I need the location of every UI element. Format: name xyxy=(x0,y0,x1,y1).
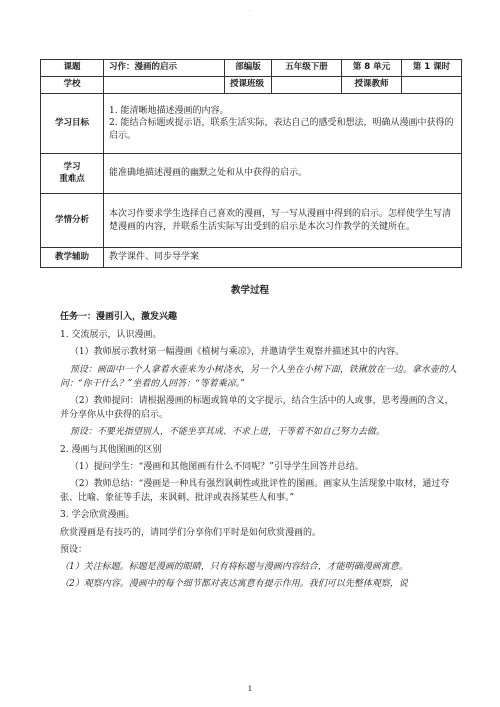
paragraph: （1）提问学生：“漫画和其他图画有什么不同呢？”引导学生回答并总结。 xyxy=(69,461,364,472)
table-row xyxy=(41,94,462,154)
page-number: 1 xyxy=(247,684,253,693)
school-value xyxy=(104,77,225,94)
header-mark: . xyxy=(249,6,251,13)
step-heading: 3. 学会欣赏漫画。 xyxy=(60,510,135,521)
process-title: 教学过程 xyxy=(230,285,269,296)
paragraph: 预设：不要光指望别人，不能坐享其成、不求上进，干等着不如自己努力去做。 xyxy=(69,427,385,438)
goal-item: 2. 能结合标题或提示语，联系生活实际，表达自己的感受和想法，明确从漫画中获得的启示。 xyxy=(109,118,454,141)
key-points-label xyxy=(41,154,104,194)
edition-cell: 部编版 xyxy=(225,60,272,77)
topic-label: 课题 xyxy=(41,60,104,77)
key-label-line: 学习 xyxy=(63,162,81,173)
table-row xyxy=(41,60,462,77)
class-value xyxy=(272,77,342,94)
table-row xyxy=(41,194,462,248)
paragraph: （2）教师提问：请根据漫画的标题或简单的文字提示，结合生活中的人或事，思考漫画的含义，并分享你从中获得的启示。 xyxy=(60,396,454,421)
topic-value: 习作：漫画的启示 xyxy=(104,60,225,77)
analysis-label: 学情分析 xyxy=(41,194,104,248)
paragraph: （1）教师展示教材第一幅漫画《植树与乘凉》，并邀请学生观察并描述其中的内容。 xyxy=(69,347,405,358)
paragraph: 欣赏漫画是有技巧的，请同学们分享你们平时是如何欣赏漫画的。 xyxy=(60,527,322,538)
aids-label: 教学辅助 xyxy=(41,248,104,268)
paragraph: 预设： xyxy=(60,544,88,555)
paragraph: （1）关注标题。标题是漫画的眼睛，只有将标题与漫画内容结合，才能明确漫画寓意。 xyxy=(60,562,408,573)
goals-label: 学习目标 xyxy=(41,94,104,154)
school-label: 学校 xyxy=(41,77,104,94)
lesson-plan-table xyxy=(40,59,462,268)
paragraph: （2）观察内容。漫画中的每个细节都对表达寓意有提示作用。我们可以先整体观察，说 xyxy=(60,579,408,590)
aids-value: 教学课件、同步导学案 xyxy=(104,248,462,268)
goals-cell xyxy=(104,94,462,154)
paragraph: （2）教师总结：“漫画是一种具有强烈讽刺性或批评性的图画。画家从生活现象中取材，通过夸张、比喻、象征等手法，来讽刺、批评或表扬某些人和事。” xyxy=(60,479,450,504)
step-heading: 2. 漫画与其他图画的区别 xyxy=(60,444,162,455)
analysis-value: 本次习作要求学生选择自己喜欢的漫画，写一写从漫画中得到的启示。怎样使学生写清楚漫画的内容，并联系生活实际写出受到的启示是本次习作教学的关键所在。 xyxy=(104,194,462,248)
table-row xyxy=(41,77,462,94)
paragraph: 预设：画面中一个人拿着水壶来为小树浇水，另一个人坐在小树下面，铁锹放在一边。拿水壶的人问：“你干什么？”坐着的人回答：“等着乘凉。” xyxy=(60,364,457,389)
task-heading: 任务一：漫画引入，激发兴趣 xyxy=(60,312,178,322)
class-label: 授课班级 xyxy=(225,77,272,94)
key-points-value: 能准确地描述漫画的幽默之处和从中获得的启示。 xyxy=(104,154,462,194)
unit-cell: 第 8 单元 xyxy=(342,60,402,77)
key-label-line: 重难点 xyxy=(59,173,85,184)
teacher-label: 授课教师 xyxy=(342,77,402,94)
goal-item: 1. 能清晰地描述漫画的内容。 xyxy=(109,106,229,117)
teacher-value xyxy=(402,77,462,94)
table-row xyxy=(41,248,462,268)
table-row xyxy=(41,154,462,194)
step-heading: 1. 交流展示，认识漫画。 xyxy=(60,330,162,341)
grade-cell: 五年级下册 xyxy=(272,60,342,77)
lesson-body xyxy=(60,310,460,594)
period-cell: 第 1 课时 xyxy=(402,60,462,77)
